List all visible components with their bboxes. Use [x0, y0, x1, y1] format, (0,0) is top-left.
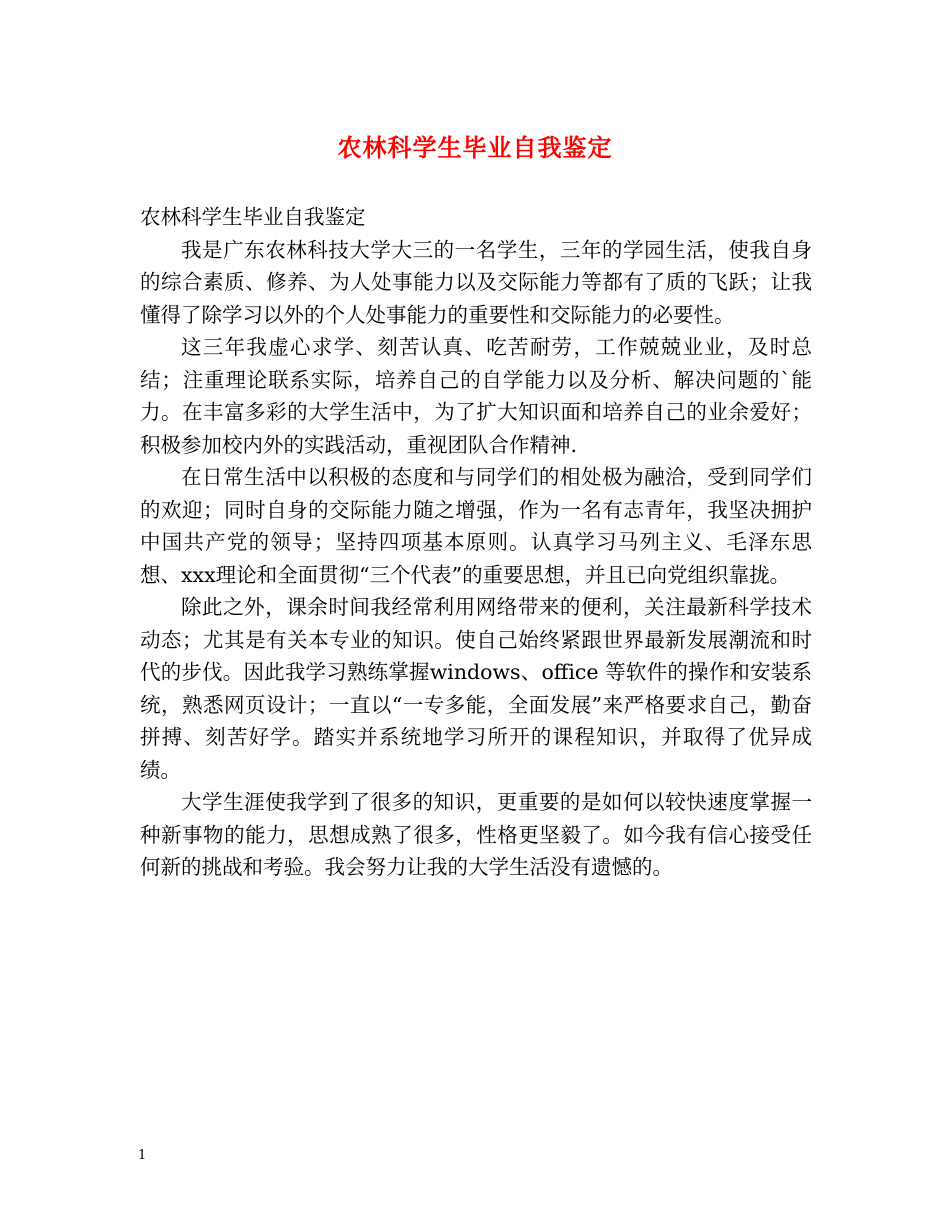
paragraph-1: 我是广东农林科技大学大三的一名学生，三年的学园生活，使我自身的综合素质、修养、为人处事能力以及交际能力等都有了质的飞跃；让我懂得了除学习以外的个人处事能力的重要性和交际能力的必要性。	[140, 237, 812, 327]
document-subtitle: 农林科学生毕业自我鉴定	[140, 205, 366, 229]
document-title: 农林科学生毕业自我鉴定	[337, 133, 613, 162]
paragraph-2: 这三年我虚心求学、刻苦认真、吃苦耐劳，工作兢兢业业，及时总结；注重理论联系实际，培养自己的自学能力以及分析、解决问题的`能力。在丰富多彩的大学生活中，为了扩大知识面和培养自己的业余爱好；积极参加校内外的实践活动，重视团队合作精神.	[140, 335, 812, 457]
paragraph-4: 除此之外，课余时间我经常利用网络带来的便利，关注最新科学技术动态；尤其是有关本专业的知识。使自己始终紧跟世界最新发展潮流和时代的步伐。因此我学习熟练掌握windows、office 等软件的操作和安装系统，熟悉网页设计；一直以“一专多能，全面发展”来严格要求自己，勤奋拼搏、刻苦好学。踏实并系统地学习所开的课程知识，并取得了优异成绩。	[140, 595, 812, 782]
paragraph-3: 在日常生活中以积极的态度和与同学们的相处极为融洽，受到同学们的欢迎；同时自身的交际能力随之增强，作为一名有志青年，我坚决拥护中国共产党的领导；坚持四项基本原则。认真学习马列主义、毛泽东思想、xxx理论和全面贯彻“三个代表”的重要思想，并且已向党组织靠拢。	[140, 465, 812, 587]
page-number: 1	[138, 1148, 147, 1163]
paragraph-5: 大学生涯使我学到了很多的知识，更重要的是如何以较快速度掌握一种新事物的能力，思想成熟了很多，性格更坚毅了。如今我有信心接受任何新的挑战和考验。我会努力让我的大学生活没有遗憾的。	[140, 790, 812, 879]
document-body	[140, 201, 812, 884]
